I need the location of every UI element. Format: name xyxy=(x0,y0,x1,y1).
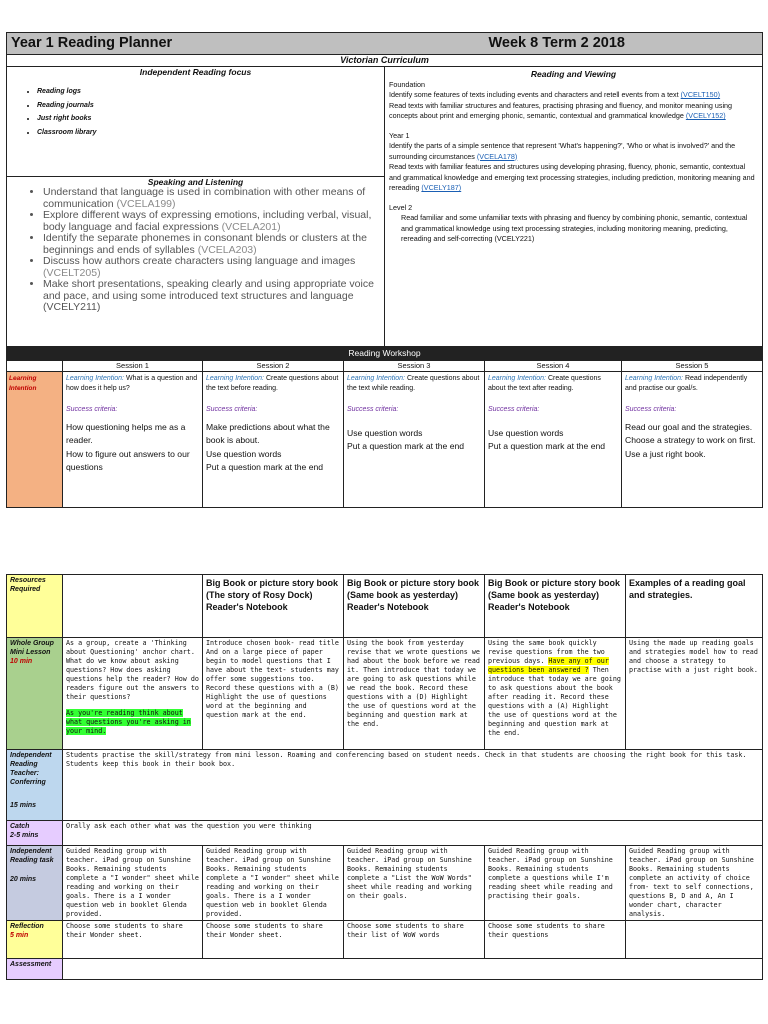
curriculum-item: Identify the parts of a simple sentence that represent 'What's happening?', 'Who or what is involved?' and the surrounding circumstances (VCELA178) xyxy=(389,141,736,161)
session-header: Session 2 xyxy=(203,361,344,372)
year1-label: Year 1 xyxy=(389,130,410,140)
session-header: Session 4 xyxy=(485,361,622,372)
whole-group-cell: Introduce chosen book- read title And on a large piece of paper begin to model questions that I have about the text- students may offer some suggestions too. Record these questions with a (B) Highlight the use of questions word at the beginning and question mark at the end. xyxy=(203,638,344,750)
session-3-intention-cell: Learning Intention: Create questions about the text while reading. Success criteria: Use question words Put a question mark at the end xyxy=(344,372,485,508)
session-4-intention-cell: Learning Intention: Create questions about the text after reading. Success criteria: Use question words Put a question mark at the end xyxy=(485,372,622,508)
curriculum-item: Identify some features of texts including events and characters and retell events from a text (VCELT150) xyxy=(389,90,721,99)
task-cell: Guided Reading group with teacher. iPad group on Sunshine Books. Remaining students complete a questions while I'm reading sheet while reading and practising their goals. xyxy=(485,846,626,921)
session-header: Session 3 xyxy=(344,361,485,372)
catch-cell: Orally ask each other what was the question you were thinking xyxy=(63,821,763,846)
resources-cell: Big Book or picture story book (Same book as yesterday) Reader's Notebook xyxy=(485,575,626,638)
list-item: • Reading logs xyxy=(37,85,384,99)
resources-cell: Examples of a reading goal and strategies. xyxy=(626,575,763,638)
session-2-intention-cell: Learning Intention: Create questions about the text before reading. Success criteria: Make predictions about what the book is about. Use question words Put a question mark at the end xyxy=(203,372,344,508)
list-item: • Classroom library xyxy=(37,126,384,140)
assessment-label: Assessment xyxy=(7,959,63,980)
curriculum-label: Victorian Curriculum xyxy=(7,55,763,67)
task-cell: Guided Reading group with teacher. iPad group on Sunshine Books. Remaining students complete an activity of choice from- text to self connections, questions B, D and A, An I wonder chart, character analysis. xyxy=(626,846,763,921)
planner-week: Week 8 Term 2 2018 xyxy=(485,33,763,55)
task-label: Independent Reading task 20 mins xyxy=(7,846,63,921)
whole-group-cell: Using the same book quickly revise questions from the two previous days. Have any of our questions been answered ? Then introduce that today we are going to ask questions about the book after reading it. Record these questions with a (A) Highlight the use of questions word at the beginning and question mark at the end. xyxy=(485,638,626,750)
whole-group-cell: As a group, create a 'Thinking about Questioning' anchor chart. What do we know about asking questions? How does asking questions help the reader? How do readers figure out the answers to their questions? As you're reading think about what questions you're asking in your mind. xyxy=(63,638,203,750)
list-item: • Identify the separate phonemes in consonant blends or clusters at the beginnings and ends of syllables (VCELA203) xyxy=(43,233,380,256)
reflection-cell xyxy=(626,921,763,959)
reflection-cell: Choose some students to share their Wonder sheet. xyxy=(203,921,344,959)
vcely187-link[interactable]: (VCELY187) xyxy=(421,183,462,192)
curriculum-item: Read familiar and some unfamiliar texts with phrasing and fluency by combining phonic, semantic, contextual and grammatical knowledge using text processing strategies, including monitoring meaning, predicting, rereading and self-correcting (VCELY221) xyxy=(401,213,748,243)
vcely152-link[interactable]: (VCELY152) xyxy=(685,111,726,120)
list-item: • Just right books xyxy=(37,112,384,126)
session-corner xyxy=(7,361,63,372)
vcelt150-link[interactable]: (VCELT150) xyxy=(680,90,721,99)
foundation-label: Foundation xyxy=(389,79,425,89)
resources-label: Resources Required xyxy=(7,575,63,638)
curriculum-item: Read texts with familiar structures and features, practising phrasing and fluency, and monitor meaning using concepts about print and emerging phonic, semantic, contextual and grammatical knowledge (VCELY152) xyxy=(389,100,733,120)
independent-reading-heading: Independent Reading focus xyxy=(139,67,252,77)
speaking-listening-section xyxy=(7,177,385,347)
list-item: • Reading journals xyxy=(37,99,384,113)
reading-viewing-heading: Reading and Viewing xyxy=(530,69,617,79)
reflection-cell: Choose some students to share their list of WoW words xyxy=(344,921,485,959)
speaking-listening-heading: Speaking and Listening xyxy=(147,177,244,187)
session-1-intention-cell: Learning Intention: What is a question and how does it help us? Success criteria: How questioning helps me as a reader. How to figure out answers to our questions xyxy=(63,372,203,508)
session-header: Session 5 xyxy=(622,361,763,372)
task-cell: Guided Reading group with teacher. iPad group on Sunshine Books. Remaining students complete a "I wonder" sheet while reading and working on their goals. There is a I wonder question web in booklet Glenda provided. xyxy=(203,846,344,921)
whole-group-label: Whole Group Mini Lesson 10 min xyxy=(7,638,63,750)
planner-title: Year 1 Reading Planner xyxy=(7,33,485,55)
curriculum-item: Read texts with familiar features and structures using developing phrasing, fluency, phonic, semantic, contextual and grammatical knowledge and emerging text processing strategies, including prediction, monitoring meaning and rereading (VCELY187) xyxy=(389,162,755,192)
task-cell: Guided Reading group with teacher. iPad group on Sunshine Books. Remaining students complete a "List the WoW Words" sheet while reading and working on their goals. xyxy=(344,846,485,921)
whole-group-cell: Using the made up reading goals and strategies model how to read and choose a strategy to practise with a just right book. xyxy=(626,638,763,750)
planner-bottom-table xyxy=(6,574,763,980)
resources-cell xyxy=(63,575,203,638)
conferring-label: Independent Reading Teacher: Conferring 15 mins xyxy=(7,750,63,821)
vcela178-link[interactable]: (VCELA178) xyxy=(476,151,518,161)
catch-label: Catch 2-5 mins xyxy=(7,821,63,846)
assessment-cell xyxy=(63,959,763,980)
reading-viewing-section xyxy=(385,67,763,347)
session-5-intention-cell: Learning Intention: Read independently and practise our goal/s. Success criteria: Read our goal and the strategies. Choose a strategy to work on first. Use a just right book. xyxy=(622,372,763,508)
conferring-cell: Students practise the skill/strategy from mini lesson. Roaming and conferencing based on student needs. Check in that students are choosing the right book for this task. Students keep this book in their book box. xyxy=(63,750,763,821)
list-item: • Understand that language is used in combination with other means of communication (VCELA199) xyxy=(43,187,380,210)
reflection-cell: Choose some students to share their Wonder sheet. xyxy=(63,921,203,959)
independent-reading-list xyxy=(7,77,384,139)
list-item: • Discuss how authors create characters using language and images (VCELT205) xyxy=(43,256,380,279)
speaking-listening-list xyxy=(7,187,384,314)
list-item: • Make short presentations, speaking clearly and using appropriate voice and pace, and using some introduced text structures and language (VCELY211) xyxy=(43,279,380,314)
resources-cell: Big Book or picture story book (Same book as yesterday) Reader's Notebook xyxy=(344,575,485,638)
learning-intention-label: Learning Intention xyxy=(7,372,63,508)
session-header: Session 1 xyxy=(63,361,203,372)
planner-top-table xyxy=(6,32,763,508)
list-item: • Explore different ways of expressing emotions, including verbal, visual, body language and facial expressions (VCELA201) xyxy=(43,210,380,233)
whole-group-cell: Using the book from yesterday revise that we wrote questions we had about the book before we read it. Then introduce that today we are going to ask questions while we read the book. Record these questions with a (D) Highlight the use of questions word at the beginning and question mark at the end. xyxy=(344,638,485,750)
level2-label: Level 2 xyxy=(389,202,413,212)
resources-cell: Big Book or picture story book (The story of Rosy Dock) Reader's Notebook xyxy=(203,575,344,638)
task-cell: Guided Reading group with teacher. iPad group on Sunshine Books. Remaining students complete a "I wonder" sheet while reading and working on their goals. There is a I wonder question web in booklet Glenda provided. xyxy=(63,846,203,921)
reading-workshop-header: Reading Workshop xyxy=(7,347,763,361)
reflection-label: Reflection 5 min xyxy=(7,921,63,959)
independent-reading-section xyxy=(7,67,385,177)
reflection-cell: Choose some students to share their questions xyxy=(485,921,626,959)
